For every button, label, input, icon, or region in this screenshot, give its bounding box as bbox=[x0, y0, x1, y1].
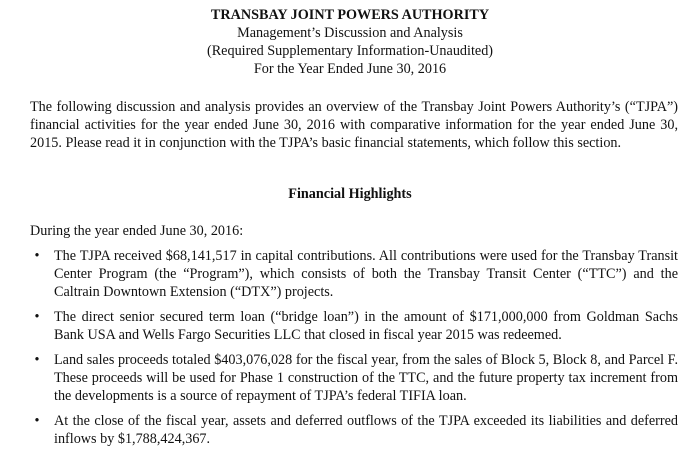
list-item-text: The TJPA received $68,141,517 in capital contributions. All contributions were used for the Transbay Transit Center Program (the “Program”), which consists of both the Transbay Transit Center (“TTC”) and the Caltrain Downtown Extension (“DTX”) projects. bbox=[54, 248, 678, 300]
list-item bbox=[30, 412, 678, 448]
organization-title: TRANSBAY JOINT POWERS AUTHORITY bbox=[210, 7, 490, 23]
list-item-text: At the close of the fiscal year, assets and deferred outflows of the TJPA exceeded its liabilities and deferred inflows by $1,788,424,367. bbox=[54, 413, 678, 447]
section-title: Financial Highlights bbox=[288, 186, 412, 202]
highlights-list bbox=[30, 247, 678, 455]
report-title: Management’s Discussion and Analysis bbox=[237, 25, 463, 41]
bullet-icon: • bbox=[34, 413, 40, 429]
list-item bbox=[30, 351, 678, 405]
bullet-icon: • bbox=[34, 309, 40, 325]
list-item bbox=[30, 247, 678, 301]
list-item-text: Land sales proceeds totaled $403,076,028 for the fiscal year, from the sales of Block 5, Block 8, and Parcel F. These proceeds will be used for Phase 1 construction of the TTC, and the future property tax increment from the developments is a source of repayment of TJPA’s federal TIFIA loan. bbox=[54, 352, 678, 404]
report-period: For the Year Ended June 30, 2016 bbox=[253, 61, 447, 77]
report-header bbox=[0, 6, 700, 78]
list-item-text: The direct senior secured term loan (“bridge loan”) in the amount of $171,000,000 from Goldman Sachs Bank USA and Wells Fargo Securities LLC that closed in fiscal year 2015 was redeemed. bbox=[54, 309, 678, 343]
bullet-icon: • bbox=[34, 248, 40, 264]
intro-paragraph: The following discussion and analysis provides an overview of the Transbay Joint Powers Authority’s (“TJPA”) financial activities for the year ended June 30, 2016 with comparative information for the year ended June 30, 2015. Please read it in conjunction with the TJPA’s basic financial statements, which follow this section. bbox=[30, 99, 678, 151]
bullet-icon: • bbox=[34, 352, 40, 368]
highlights-lead: During the year ended June 30, 2016: bbox=[30, 223, 244, 239]
report-qualifier: (Required Supplementary Information-Unaudited) bbox=[206, 43, 494, 59]
list-item bbox=[30, 308, 678, 344]
